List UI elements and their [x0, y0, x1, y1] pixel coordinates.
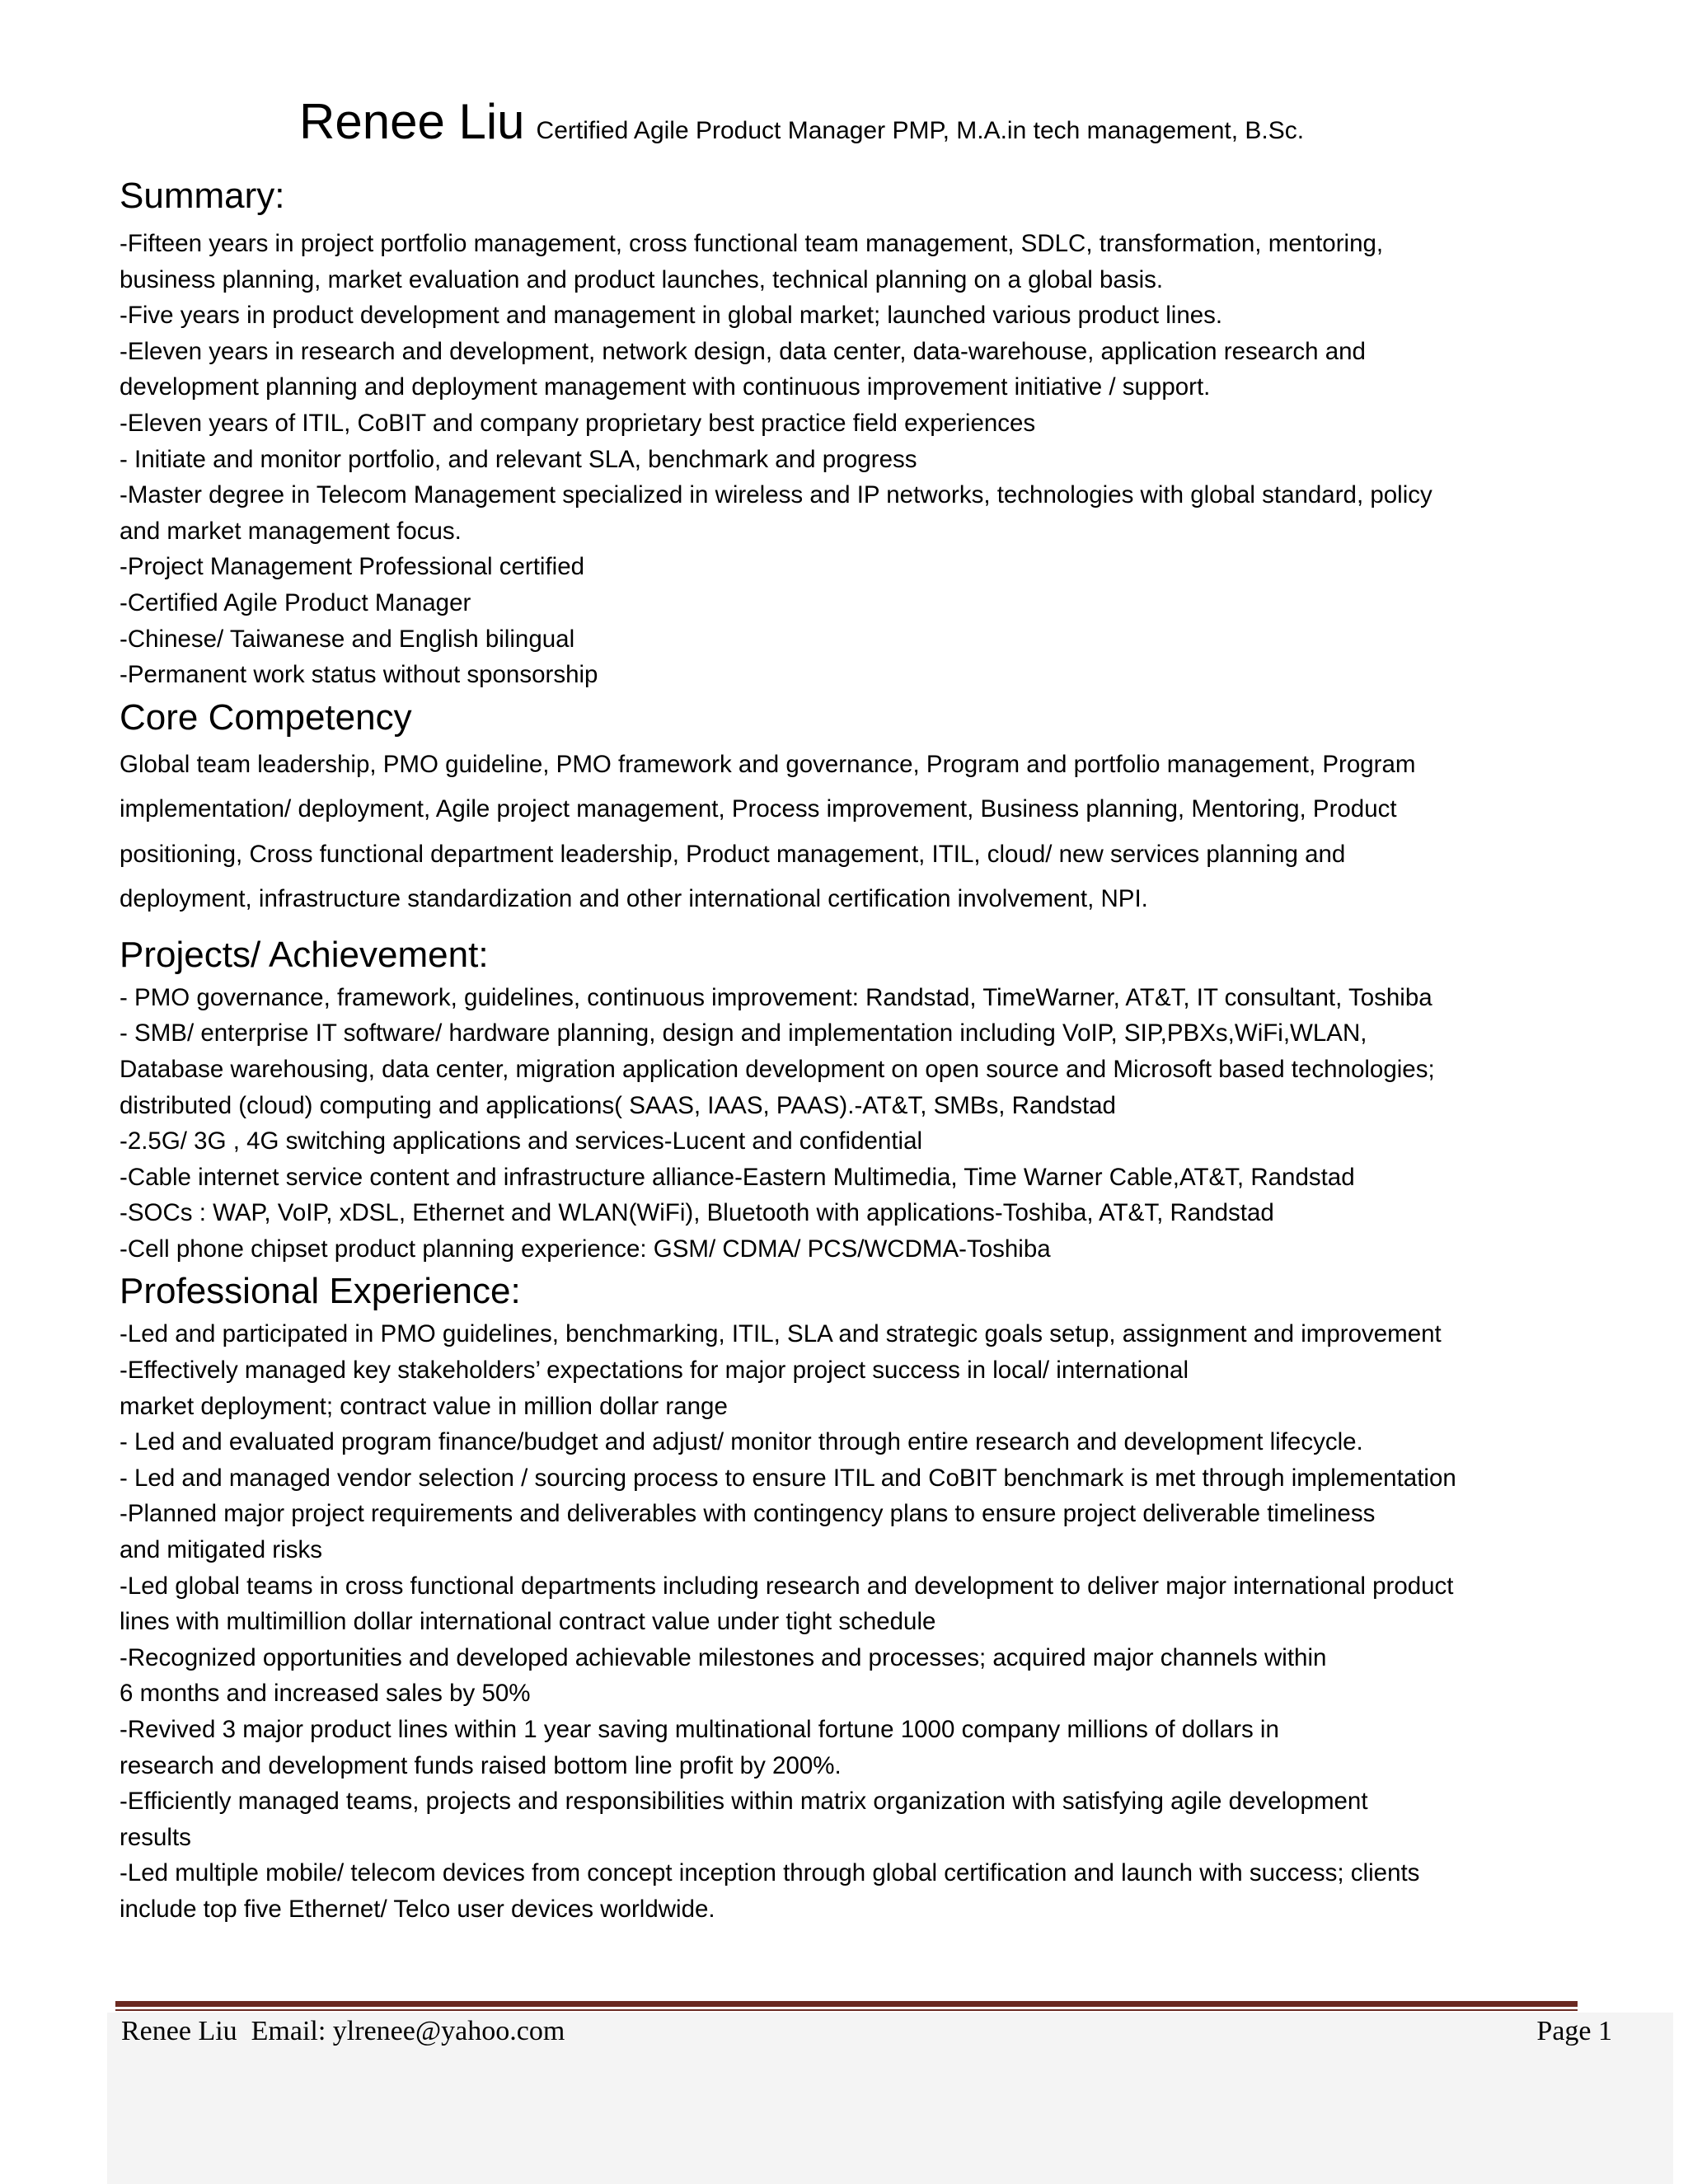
projects-line: -SOCs : WAP, VoIP, xDSL, Ethernet and WLAN(WiFi), Bluetooth with applications-Toshiba, AT&T, Randstad — [120, 1199, 1274, 1227]
summary-line: development planning and deployment management with continuous improvement initiative / support. — [120, 373, 1211, 401]
experience-line: market deployment; contract value in million dollar range — [120, 1392, 728, 1420]
core-competency-section — [120, 693, 1595, 922]
summary-line: -Five years in product development and management in global market; launched various product lines. — [120, 302, 1223, 330]
experience-line: lines with multimillion dollar international contract value under tight schedule — [120, 1608, 936, 1636]
summary-line: -Eleven years of ITIL, CoBIT and company proprietary best practice field experiences — [120, 409, 1036, 437]
projects-line: -Cell phone chipset product planning experience: GSM/ CDMA/ PCS/WCDMA-Toshiba — [120, 1235, 1051, 1263]
summary-line: and market management focus. — [120, 517, 462, 545]
summary-line: - Initiate and monitor portfolio, and relevant SLA, benchmark and progress — [120, 445, 917, 473]
summary-line: -Eleven years in research and development, network design, data center, data-warehouse, application research and — [120, 337, 1366, 365]
experience-line: results — [120, 1823, 191, 1851]
experience-line: research and development funds raised bottom line profit by 200%. — [120, 1751, 842, 1779]
page-number: Page 1 — [1536, 2016, 1612, 2046]
projects-line: - SMB/ enterprise IT software/ hardware planning, design and implementation including VoIP, SIP,PBXs,WiFi,WLAN, — [120, 1019, 1367, 1047]
candidate-credentials: Certified Agile Product Manager PMP, M.A.in tech management, B.Sc. — [536, 117, 1305, 144]
core-competency-line: deployment, infrastructure standardization and other international certification involvement, NPI. — [120, 885, 1148, 913]
experience-title: Professional Experience: — [120, 1271, 521, 1312]
experience-line: 6 months and increased sales by 50% — [120, 1680, 531, 1708]
resume-body — [120, 171, 1595, 1928]
experience-line: and mitigated risks — [120, 1536, 322, 1564]
experience-line: -Revived 3 major product lines within 1 year saving multinational fortune 1000 company millions of dollars in — [120, 1716, 1279, 1743]
projects-line: Database warehousing, data center, migration application development on open source and Microsoft based technologies; — [120, 1055, 1435, 1083]
projects-line: -Cable internet service content and infrastructure alliance-Eastern Multimedia, Time Warner Cable,AT&T, Randstad — [120, 1163, 1355, 1191]
footer-contact: Renee Liu Email: ylrenee@yahoo.com — [121, 2016, 565, 2046]
summary-line: -Permanent work status without sponsorship — [120, 661, 598, 689]
summary-line: -Certified Agile Product Manager — [120, 588, 471, 616]
summary-line: -Chinese/ Taiwanese and English bilingual — [120, 625, 575, 653]
resume-header — [299, 94, 1305, 149]
experience-line: - Led and evaluated program finance/budget and adjust/ monitor through entire research and development lifecycle. — [120, 1428, 1363, 1456]
experience-line: -Led and participated in PMO guidelines, benchmarking, ITIL, SLA and strategic goals setup, assignment and improvement — [120, 1320, 1442, 1348]
projects-section — [120, 922, 1595, 1268]
experience-line: -Efficiently managed teams, projects and responsibilities within matrix organization with satisfying agile development — [120, 1788, 1368, 1816]
candidate-name: Renee Liu — [299, 94, 525, 149]
experience-line: -Planned major project requirements and deliverables with contingency plans to ensure project deliverable timeliness — [120, 1500, 1376, 1528]
summary-line: -Master degree in Telecom Management specialized in wireless and IP networks, technologies with global standard, policy — [120, 481, 1432, 509]
summary-section — [120, 171, 1595, 693]
projects-line: -2.5G/ 3G , 4G switching applications and services-Lucent and confidential — [120, 1127, 923, 1155]
experience-line: -Led multiple mobile/ telecom devices from concept inception through global certification and launch with success; clients — [120, 1859, 1420, 1887]
projects-line: distributed (cloud) computing and applications( SAAS, IAAS, PAAS).-AT&T, SMBs, Randstad — [120, 1091, 1116, 1119]
summary-line: -Project Management Professional certified — [120, 553, 585, 581]
experience-section — [120, 1267, 1595, 1927]
footer-divider-thin — [115, 2009, 1578, 2011]
summary-line: -Fifteen years in project portfolio management, cross functional team management, SDLC, transformation, mentoring, — [120, 230, 1384, 257]
core-competency-title: Core Competency — [120, 696, 412, 738]
core-competency-line: positioning, Cross functional department leadership, Product management, ITIL, cloud/ new services planning and — [120, 840, 1346, 868]
experience-line: -Led global teams in cross functional departments including research and development to deliver major international product — [120, 1572, 1454, 1600]
experience-line: - Led and managed vendor selection / sourcing process to ensure ITIL and CoBIT benchmark is met through implementation — [120, 1464, 1456, 1492]
projects-title: Projects/ Achievement: — [120, 934, 489, 975]
experience-line: -Recognized opportunities and developed achievable milestones and processes; acquired major channels within — [120, 1643, 1327, 1671]
core-competency-line: implementation/ deployment, Agile project management, Process improvement, Business planning, Mentoring, Product — [120, 795, 1397, 823]
experience-line: include top five Ethernet/ Telco user devices worldwide. — [120, 1895, 715, 1923]
projects-line: - PMO governance, framework, guidelines, continuous improvement: Randstad, TimeWarner, AT&T, IT consultant, Toshiba — [120, 983, 1432, 1011]
experience-line: -Effectively managed key stakeholders’ expectations for major project success in local/ international — [120, 1357, 1189, 1385]
footer-divider — [115, 2001, 1578, 2007]
summary-line: business planning, market evaluation and product launches, technical planning on a global basis. — [120, 265, 1164, 293]
core-competency-line: Global team leadership, PMO guideline, PMO framework and governance, Program and portfolio management, Program — [120, 750, 1416, 778]
summary-title: Summary: — [120, 176, 285, 216]
